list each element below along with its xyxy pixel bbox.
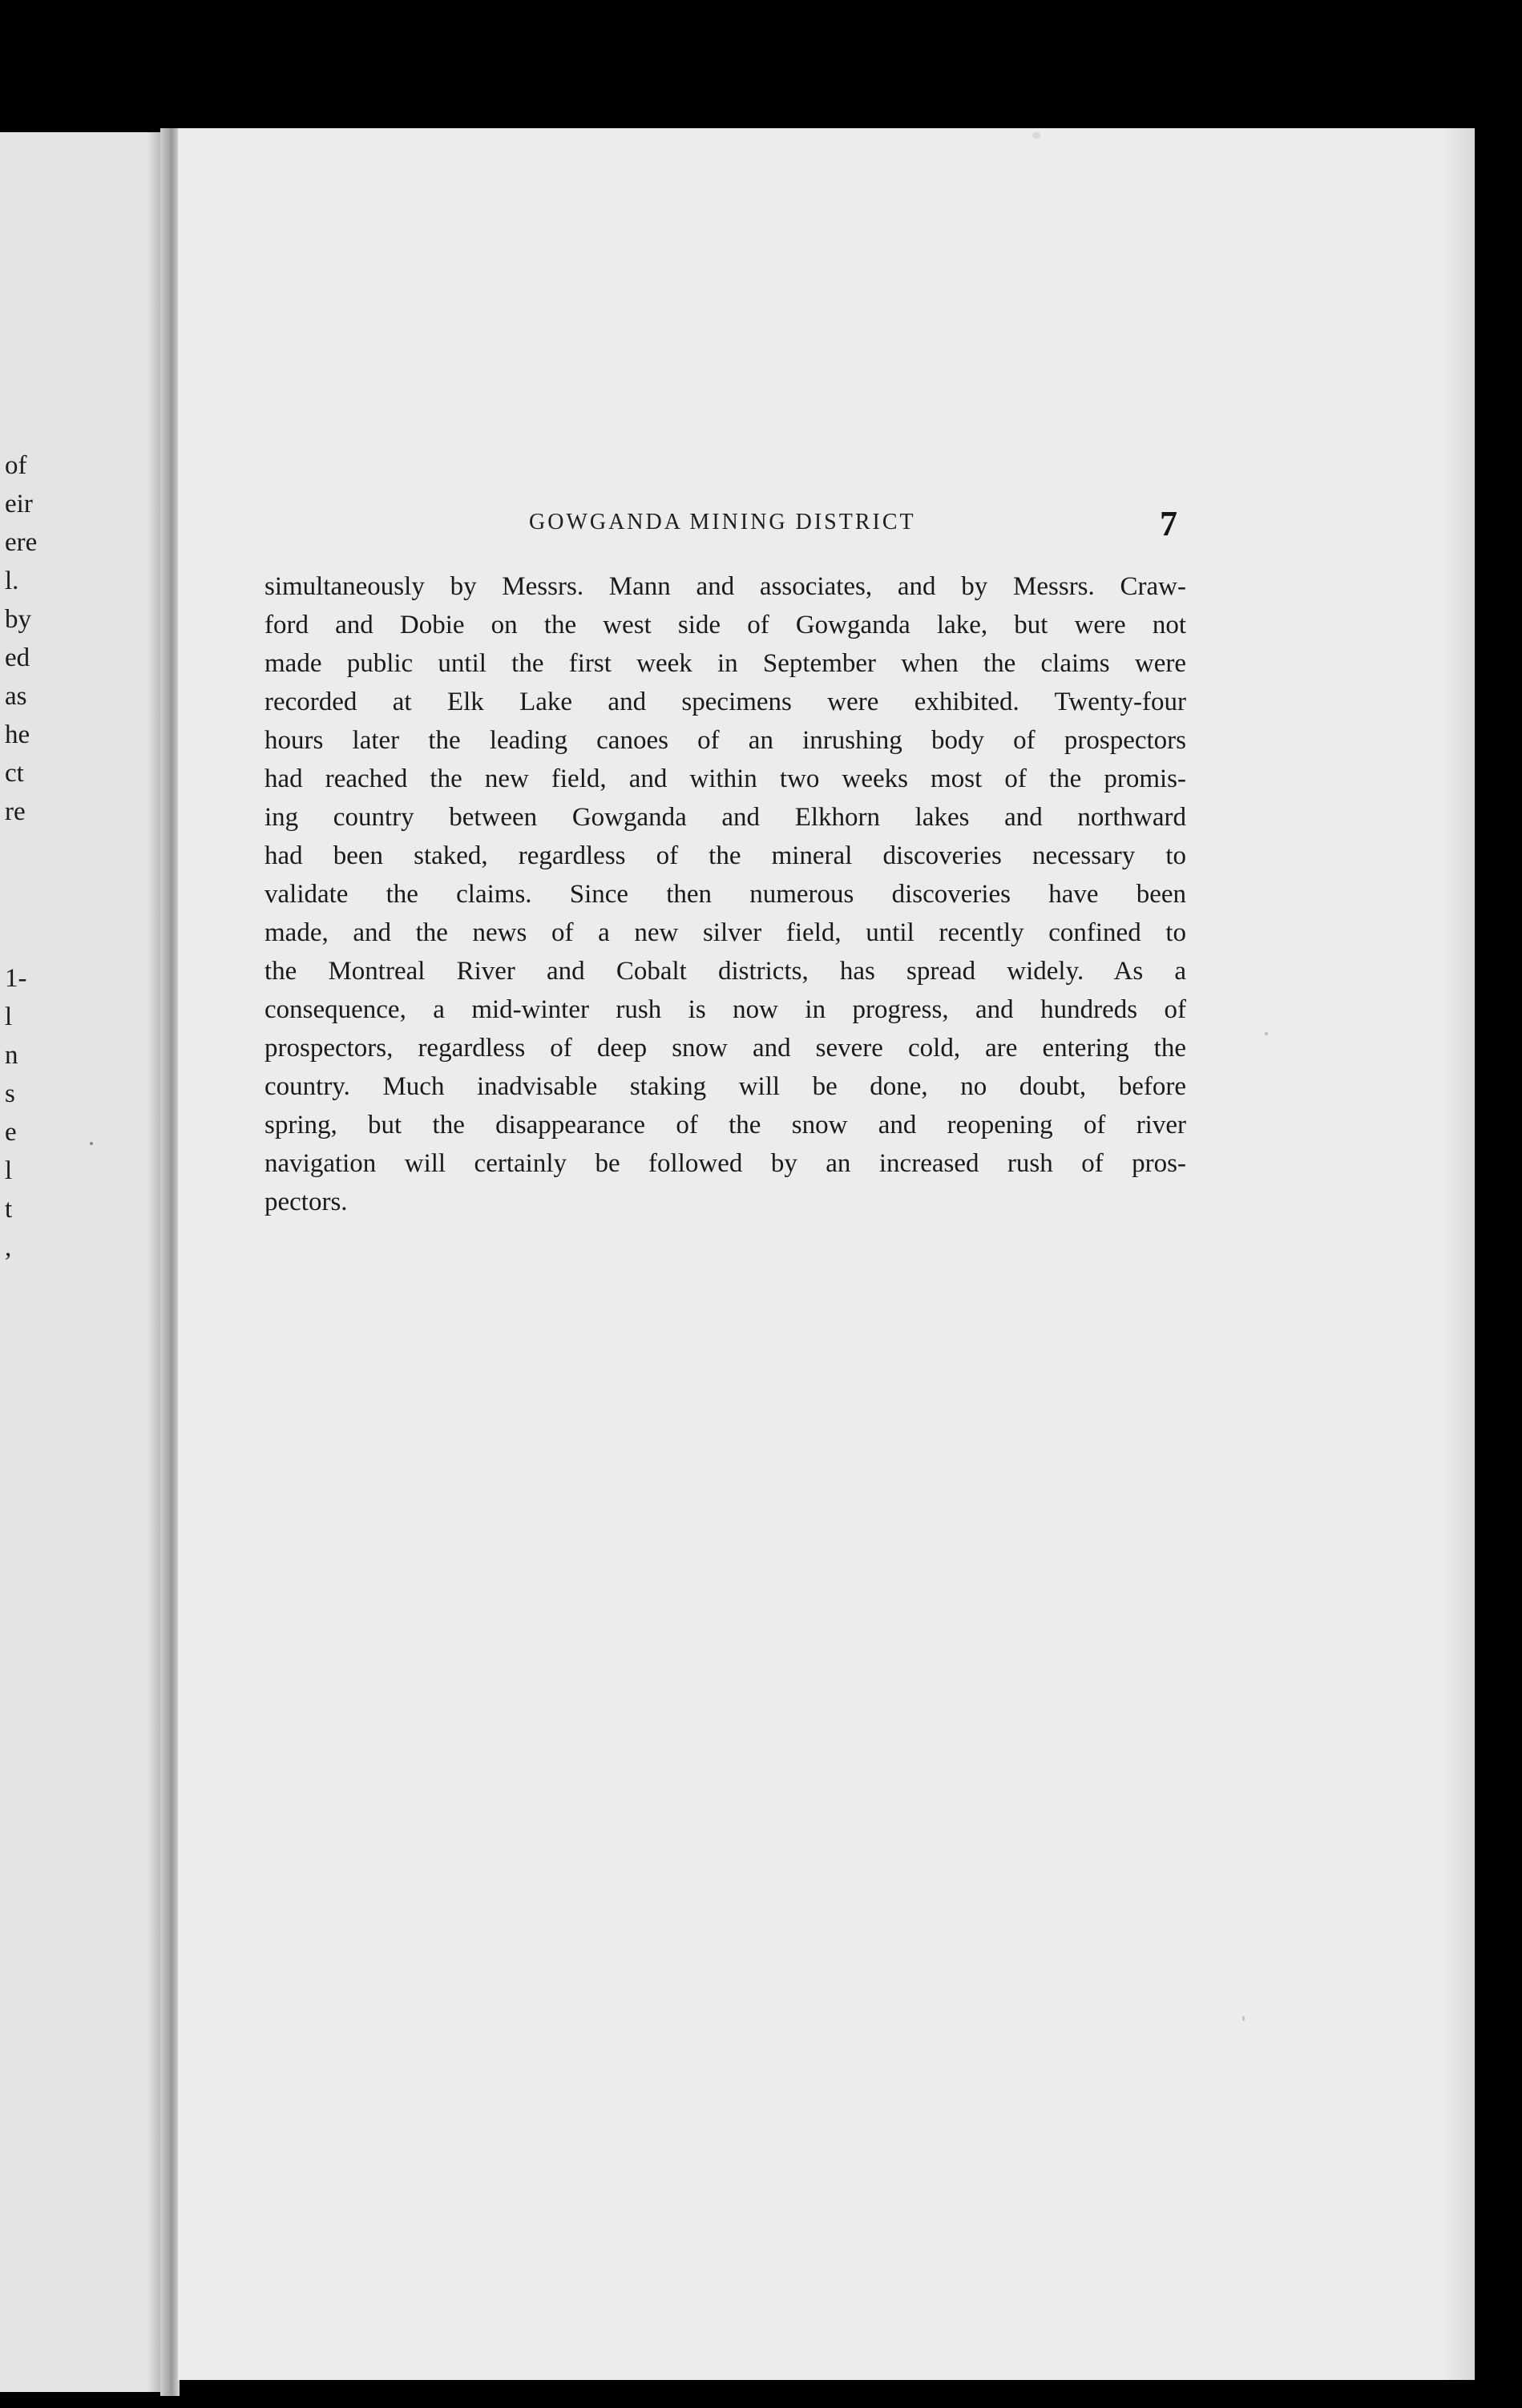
- text-line: spring, but the disappearance of the snow and reopening of river: [264, 1111, 1186, 1139]
- text-line: hours later the leading canoes of an inrushing body of prospectors: [264, 726, 1186, 755]
- left-fragment: ct: [5, 759, 24, 788]
- left-page-edge-shadow: [147, 132, 160, 2392]
- text-line: recorded at Elk Lake and specimens were exhibited. Twenty-four: [264, 688, 1186, 716]
- left-fragment: ed: [5, 643, 30, 672]
- left-fragment: as: [5, 682, 27, 711]
- left-fragment-gap: [5, 831, 37, 959]
- left-fragment: by: [5, 605, 31, 634]
- text-line: prospectors, regardless of deep snow and severe cold, are entering the: [264, 1034, 1186, 1063]
- text-line: simultaneously by Messrs. Mann and associates, and by Messrs. Craw-: [264, 572, 1186, 601]
- page-number: 7: [1160, 504, 1177, 543]
- right-page-edge-shadow: [1443, 128, 1475, 2380]
- left-page-text-fragments: [5, 446, 37, 1267]
- text-line: consequence, a mid-winter rush is now in progress, and hundreds of: [264, 995, 1186, 1024]
- text-line: validate the claims. Since then numerous discoveries have been: [264, 880, 1186, 909]
- left-fragment: he: [5, 720, 30, 749]
- left-fragment: l: [5, 1002, 13, 1031]
- text-line: ford and Dobie on the west side of Gowganda lake, but were not: [264, 611, 1186, 639]
- left-fragment: 1-: [5, 964, 27, 993]
- right-page: [178, 128, 1475, 2380]
- scan-speck: [90, 1142, 93, 1145]
- page-header: [178, 504, 1475, 548]
- left-fragment: l: [5, 1156, 13, 1185]
- running-head: GOWGANDA MINING DISTRICT: [529, 510, 916, 534]
- text-line: had been staked, regardless of the mineral discoveries necessary to: [264, 841, 1186, 870]
- left-fragment: ere: [5, 528, 38, 557]
- left-fragment: t: [5, 1195, 13, 1224]
- left-fragment: e: [5, 1118, 17, 1147]
- scan-speck: [1242, 2016, 1245, 2021]
- left-fragment: s: [5, 1079, 15, 1108]
- book-gutter: [160, 128, 180, 2396]
- text-line: the Montreal River and Cobalt districts, has spread widely. As a: [264, 957, 1186, 986]
- left-fragment: ,: [5, 1233, 12, 1262]
- left-page: [0, 132, 160, 2392]
- left-fragment: re: [5, 797, 26, 826]
- left-fragment: n: [5, 1041, 18, 1070]
- body-paragraph: [264, 567, 1186, 1221]
- text-line: ing country between Gowganda and Elkhorn lakes and northward: [264, 803, 1186, 832]
- left-fragment: of: [5, 451, 27, 480]
- text-line: country. Much inadvisable staking will be done, no doubt, before: [264, 1072, 1186, 1101]
- text-line: made public until the first week in September when the claims were: [264, 649, 1186, 678]
- text-line: had reached the new field, and within two weeks most of the promis-: [264, 764, 1186, 793]
- left-fragment: eir: [5, 490, 33, 518]
- scan-speck: [1032, 132, 1040, 139]
- text-line: made, and the news of a new silver field, until recently confined to: [264, 918, 1186, 947]
- text-line: pectors.: [264, 1188, 348, 1216]
- scan-speck: [1265, 1032, 1268, 1035]
- left-fragment: l.: [5, 567, 19, 595]
- text-line: navigation will certainly be followed by an increased rush of pros-: [264, 1149, 1186, 1178]
